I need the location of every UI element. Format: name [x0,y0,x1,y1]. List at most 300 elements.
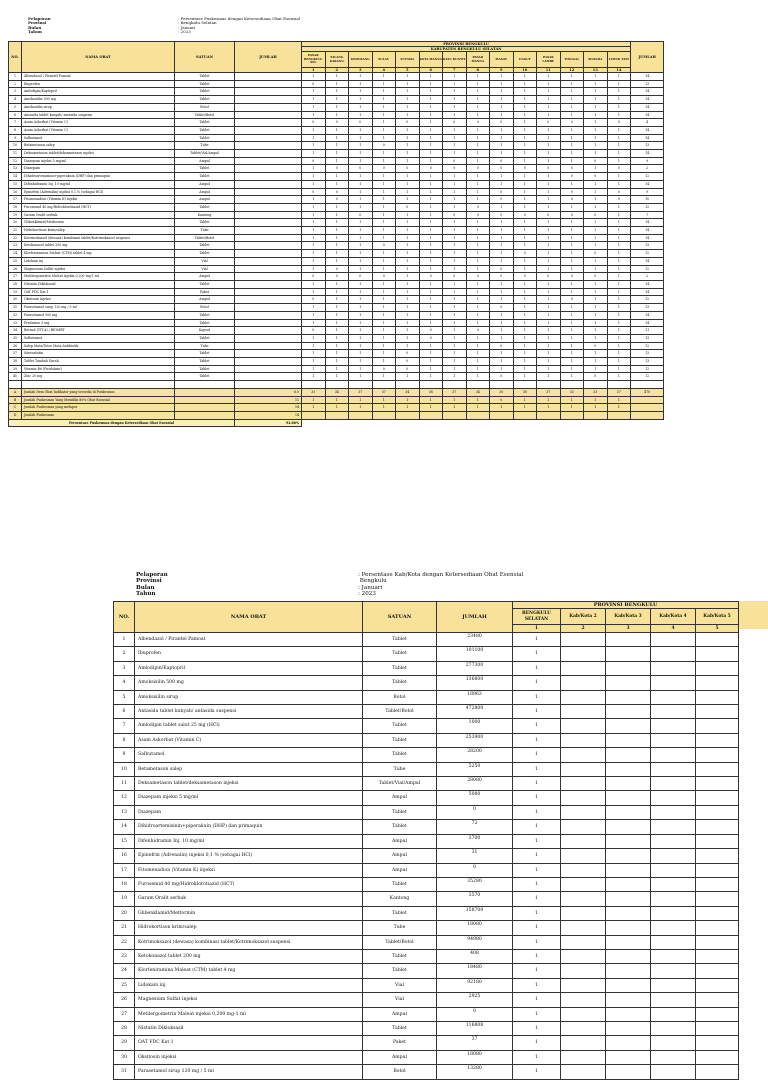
summary-cell: 1 [537,396,561,404]
availability-cell: 1 [396,180,420,188]
availability-cell: 1 [537,126,561,134]
drug-unit: Ampul [363,791,437,805]
availability-cell: 1 [372,180,396,188]
drug-name: Garam Oralit serbuk [22,211,175,219]
report1-table [8,41,664,427]
drug-total: 18480 [437,964,513,978]
availability-cell: 0 [490,304,514,312]
table-row [9,73,664,81]
row-no: 24 [9,250,22,258]
drug-total [235,350,302,358]
availability-cell: 1 [513,921,561,935]
availability-cell: 1 [349,96,373,104]
availability-cell: 1 [325,142,349,150]
drug-unit: Tablet [363,877,437,891]
availability-cell: 0 [325,196,349,204]
availability-cell: 0 [584,173,608,181]
availability-cell: 1 [302,73,326,81]
availability-cell: 1 [466,173,490,181]
drug-name: Hidrokortison krim/salep [135,921,363,935]
column-number: 7 [443,68,467,73]
drug-unit: Paket [363,1036,437,1050]
summary-total: 11 [235,396,302,404]
availability-cell: 1 [396,103,420,111]
availability-cell: 0 [372,273,396,281]
availability-cell: 0 [419,273,443,281]
availability-cell: 1 [372,157,396,165]
row-no: 5 [9,103,22,111]
availability-cell: 1 [349,103,373,111]
availability-cell: 1 [584,311,608,319]
availability-cell: 1 [396,126,420,134]
meta-line [28,30,300,34]
availability-cell: 1 [325,311,349,319]
availability-cell: 1 [537,327,561,335]
row-no: 11 [114,777,135,791]
empty-cell [606,1050,651,1064]
availability-cell: 0 [443,211,467,219]
availability-cell: 1 [490,250,514,258]
summary-cell: 1 [302,404,326,412]
jumlah-header: JUMLAH [235,42,302,73]
drug-total: 13280 [437,1065,513,1079]
column-number: 4 [372,68,396,73]
availability-cell: 1 [537,188,561,196]
spacer-cell [560,381,584,389]
drug-unit: Tablet [363,1021,437,1035]
availability-cell: 1 [349,358,373,366]
summary-cell: 1 [372,404,396,412]
drug-name: Furosemid 40 mg/Hidroklorotiazid (HCT) [135,877,363,891]
availability-cell: 1 [513,350,537,358]
availability-cell: 0 [396,203,420,211]
availability-cell: 1 [560,342,584,350]
drug-total: 2925 [437,993,513,1007]
empty-cell [606,877,651,891]
row-sum: 14 [631,311,664,319]
column-number: 3 [349,68,373,73]
empty-cell [651,733,696,747]
column-number: 13 [584,68,608,73]
summary-cell [466,411,490,419]
availability-cell: 1 [396,242,420,250]
summary-cell [302,411,326,419]
empty-cell [561,849,606,863]
availability-cell: 1 [419,350,443,358]
table-row [9,211,664,219]
availability-cell: 1 [513,805,561,819]
availability-cell: 1 [419,311,443,319]
row-no: 15 [114,834,135,848]
availability-cell: 1 [584,142,608,150]
availability-cell: 1 [490,257,514,265]
summary-cell: 1 [513,404,537,412]
drug-total [235,142,302,150]
empty-cell [606,1007,651,1021]
empty-cell [696,805,739,819]
table-row [114,892,739,906]
availability-cell: 0 [490,157,514,165]
table-row [9,203,664,211]
drug-total: 35280 [437,877,513,891]
availability-cell: 1 [302,142,326,150]
row-no: 17 [9,196,22,204]
summary-total: 14 [235,411,302,419]
availability-cell: 1 [513,142,537,150]
availability-cell: 1 [537,365,561,373]
table-row [114,705,739,719]
puskesmas-header: KOTA MANNA [419,52,443,68]
r2-provinsi-header: PROVINSI BENGKULU [513,602,739,609]
availability-cell: 1 [607,173,631,181]
availability-cell: 1 [607,103,631,111]
meta-label: Pelaporan [28,16,51,21]
drug-unit: Tablet [363,906,437,920]
availability-cell: 1 [443,96,467,104]
summary-cell [419,411,443,419]
summary-cell: 1 [607,396,631,404]
drug-name: Lidokain inj [135,978,363,992]
drug-total [235,126,302,134]
availability-cell: 1 [560,350,584,358]
row-no: 38 [9,358,22,366]
availability-cell: 1 [372,111,396,119]
empty-cell [696,892,739,906]
availability-cell: 1 [537,288,561,296]
availability-cell: 0 [584,342,608,350]
row-sum: 13 [631,242,664,250]
availability-cell: 1 [490,227,514,235]
row-no: 26 [9,265,22,273]
row-no: 18 [9,203,22,211]
empty-cell [696,820,739,834]
row-no: 23 [114,949,135,963]
availability-cell: 1 [466,103,490,111]
availability-cell: 1 [443,150,467,158]
availability-cell: 1 [513,373,537,381]
availability-cell: 0 [349,211,373,219]
summary-cell: 1 [466,396,490,404]
availability-cell: 1 [302,365,326,373]
spacer-cell [537,381,561,389]
empty-cell [696,719,739,733]
row-no: 35 [9,334,22,342]
availability-cell: 1 [325,80,349,88]
availability-cell: 1 [419,73,443,81]
availability-cell: 1 [513,180,537,188]
table-row [9,265,664,273]
drug-name: Amlodipin/Kaptopril [135,661,363,675]
drug-name: Betametason salep [22,142,175,150]
drug-name: Diazepam injeksi 5 mg/ml [135,791,363,805]
availability-cell: 1 [513,1050,561,1064]
drug-unit: Tablet [175,373,235,381]
availability-cell: 1 [560,358,584,366]
availability-cell: 1 [537,334,561,342]
drug-unit: Tube [175,142,235,150]
availability-cell: 1 [419,342,443,350]
availability-cell: 1 [513,690,561,704]
drug-unit: Tablet [175,165,235,173]
availability-cell: 1 [560,242,584,250]
availability-cell: 1 [443,257,467,265]
availability-cell: 1 [584,203,608,211]
availability-cell: 1 [349,265,373,273]
availability-cell: 0 [607,119,631,127]
drug-name: Salbutamol [22,134,175,142]
availability-cell: 1 [302,250,326,258]
drug-total [235,211,302,219]
availability-cell: 1 [349,188,373,196]
empty-cell [606,1036,651,1050]
availability-cell: 0 [396,358,420,366]
availability-cell: 1 [490,142,514,150]
availability-cell: 1 [325,126,349,134]
empty-cell [606,748,651,762]
meta-label: Tahun [136,591,156,598]
availability-cell: 1 [372,234,396,242]
row-no: 11 [9,150,22,158]
drug-unit: Ampul [175,273,235,281]
availability-cell: 0 [513,273,537,281]
drug-total [235,257,302,265]
row-no: 32 [9,311,22,319]
row-sum: 9 [631,157,664,165]
spacer-cell [513,381,537,389]
table-row [114,762,739,776]
drug-unit: Botol [363,690,437,704]
empty-cell [696,993,739,1007]
row-no: 13 [9,165,22,173]
availability-cell: 1 [537,304,561,312]
availability-cell: 1 [466,219,490,227]
row-no: 25 [9,257,22,265]
availability-cell: 1 [537,311,561,319]
drug-name: Ketokonazol tablet 200 mg [22,242,175,250]
availability-cell: 1 [443,365,467,373]
availability-cell: 1 [537,250,561,258]
availability-cell: 1 [302,311,326,319]
empty-cell [606,993,651,1007]
drug-unit: Kantong [363,892,437,906]
availability-cell: 1 [349,311,373,319]
drug-unit: Ampul [175,296,235,304]
drug-unit: Tablet [175,350,235,358]
spacer-cell [584,381,608,389]
summary-cell: 1 [537,404,561,412]
availability-cell: 1 [419,150,443,158]
availability-cell: 1 [349,88,373,96]
availability-cell: 1 [537,342,561,350]
availability-cell: 1 [466,280,490,288]
puskesmas-header: LUBUK TAPI [607,52,631,68]
availability-cell: 1 [513,96,537,104]
row-sum: 2 [631,165,664,173]
availability-cell: 0 [396,165,420,173]
table-row [114,949,739,963]
availability-cell: 1 [607,296,631,304]
row-sum: 12 [631,173,664,181]
table-row [114,993,739,1007]
availability-cell: 1 [537,319,561,327]
availability-cell: 1 [513,203,537,211]
availability-cell: 1 [302,227,326,235]
footer-empty [302,419,664,427]
drug-total [235,103,302,111]
drug-name: Glibenklamid/Metformin [22,219,175,227]
empty-cell [651,935,696,949]
empty-cell [561,748,606,762]
availability-cell: 1 [466,319,490,327]
empty-cell [696,978,739,992]
availability-cell: 1 [513,719,561,733]
availability-cell: 1 [443,188,467,196]
availability-cell: 1 [396,342,420,350]
drug-name: OAT FDC Kat 1 [22,288,175,296]
row-no: 14 [9,173,22,181]
availability-cell: 1 [349,180,373,188]
availability-cell: 0 [560,188,584,196]
table-row [9,373,664,381]
availability-cell: 1 [584,180,608,188]
availability-cell: 1 [560,150,584,158]
drug-name: Albendazol / Pirantel Pamoat [135,633,363,647]
availability-cell: 1 [419,111,443,119]
availability-cell: 1 [490,280,514,288]
column-number: 11 [537,68,561,73]
empty-cell [606,978,651,992]
drug-unit: Tablet [363,661,437,675]
meta-value: : Persentase Puskesmas dengan Ketersediaan Obat Esensial [178,16,301,21]
drug-total [235,250,302,258]
row-sum: 14 [631,288,664,296]
row-no: 7 [9,119,22,127]
row-sum: 13 [631,142,664,150]
table-row [9,342,664,350]
drug-total [235,134,302,142]
empty-cell [696,676,739,690]
row-sum: 2 [631,273,664,281]
availability-cell: 0 [325,273,349,281]
puskesmas-header: SIGINDA [584,52,608,68]
availability-cell: 1 [513,219,537,227]
empty-cell [696,661,739,675]
empty-cell [651,633,696,647]
summary-cell: 1 [607,404,631,412]
drug-name: Deksametason tablet/deksametason injeksi [135,777,363,791]
drug-total [235,119,302,127]
jumlah-right-header: JUMLAH [631,42,664,73]
table-row [114,935,739,949]
drug-total: 116808 [437,1021,513,1035]
drug-unit: Tablet [175,88,235,96]
availability-cell: 1 [372,280,396,288]
availability-cell: 1 [443,126,467,134]
availability-cell: 1 [560,319,584,327]
r2-no-header: NO. [114,602,135,633]
availability-cell: 1 [537,358,561,366]
availability-cell: 1 [584,119,608,127]
drug-name: Parasetamol 500 mg [22,311,175,319]
table-row [9,280,664,288]
report2-table [113,601,739,1080]
kabkota-header: Kab/Kota 5 [696,609,739,625]
summary-code: C [9,404,22,412]
empty-cell [651,964,696,978]
drug-unit: Tablet [175,250,235,258]
availability-cell: 1 [419,88,443,96]
availability-cell: 1 [372,188,396,196]
empty-cell [651,892,696,906]
table-row [9,350,664,358]
drug-name: Fitomenadion (Vitamin K) injeksi [22,196,175,204]
availability-cell: 1 [372,173,396,181]
availability-cell: 1 [443,280,467,288]
drug-name: Kotrimoksazol (dewasa) kombinasi tablet/Kotrimoksazol suspensi [135,935,363,949]
drug-unit: Ampul [363,863,437,877]
column-number: 1 [302,68,326,73]
row-no: 13 [114,805,135,819]
availability-cell: 1 [607,250,631,258]
availability-cell: 1 [607,96,631,104]
availability-cell: 1 [584,319,608,327]
spacer-cell [419,381,443,389]
availability-cell: 1 [607,227,631,235]
row-no: 9 [114,748,135,762]
availability-cell: 1 [325,288,349,296]
availability-cell: 1 [419,157,443,165]
summary-label: Jumlah Item Obat Indikator yang tersedia di Puskesmas [22,388,175,396]
availability-cell: 1 [349,334,373,342]
drug-name: Metilergometrin Maleat injeksi 0,200 mg-1 ml [22,273,175,281]
availability-cell: 1 [560,103,584,111]
availability-cell: 1 [584,304,608,312]
availability-cell: 1 [490,173,514,181]
availability-cell: 1 [396,273,420,281]
empty-cell [606,921,651,935]
table-row [9,88,664,96]
row-no: 19 [9,211,22,219]
availability-cell: 0 [466,119,490,127]
availability-cell: 1 [607,80,631,88]
availability-cell: 1 [513,257,537,265]
availability-cell: 1 [396,227,420,235]
drug-name: Nistatin Dikloksasil [22,280,175,288]
availability-cell: 1 [325,111,349,119]
availability-cell: 1 [513,834,561,848]
empty-cell [561,705,606,719]
availability-cell: 1 [584,111,608,119]
availability-cell: 1 [372,103,396,111]
row-no: 22 [114,935,135,949]
availability-cell: 1 [372,334,396,342]
availability-cell: 1 [490,358,514,366]
puskesmas-header: KAYU KUNYIT [443,52,467,68]
availability-cell: 1 [490,234,514,242]
drug-unit: Ampul [175,188,235,196]
table-row [9,327,664,335]
empty-cell [696,777,739,791]
availability-cell: 1 [513,288,537,296]
row-no: 28 [9,280,22,288]
availability-cell: 1 [466,126,490,134]
row-sum: 7 [631,211,664,219]
drug-unit: Tablet [175,242,235,250]
availability-cell: 1 [325,242,349,250]
drug-name: Salbutamol [22,334,175,342]
row-sum: 14 [631,134,664,142]
availability-cell: 1 [513,705,561,719]
